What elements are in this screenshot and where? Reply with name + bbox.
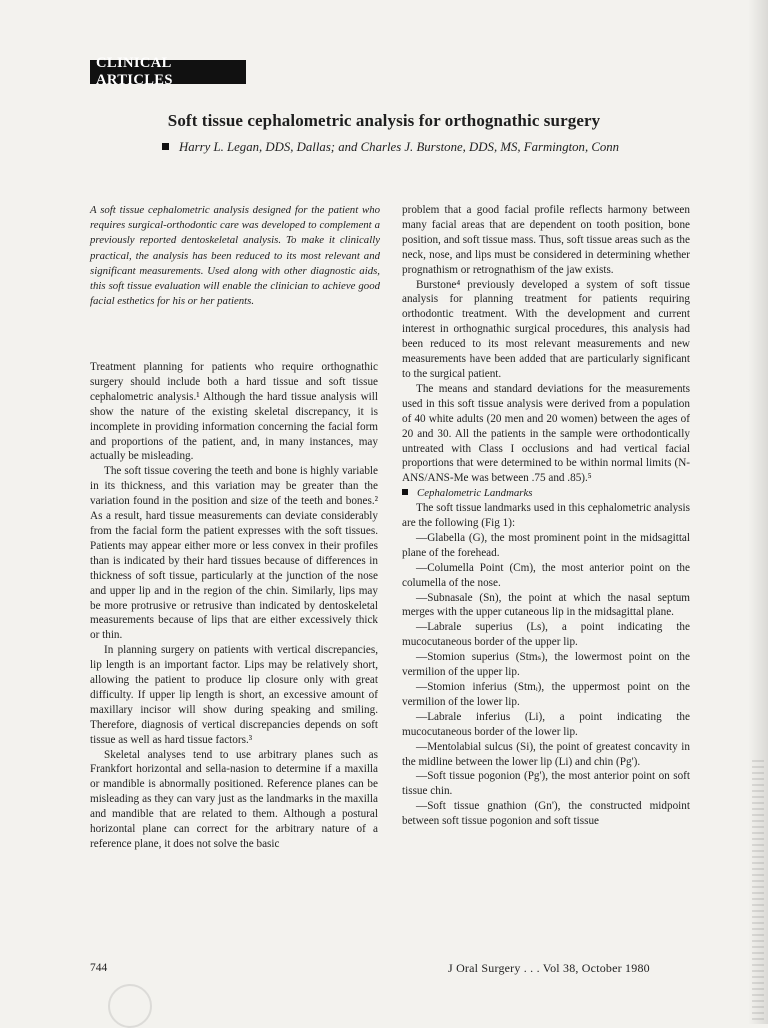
landmark-item: —Stomion inferius (Stmᵢ), the uppermost point on the vermilion of the lower lip. <box>402 681 690 708</box>
abstract: A soft tissue cephalometric analysis designed for the patient who requires surgical-orthodontic care was developed to complement a previously reported dentoskeletal analysis. To make it clinically practical, the analysis has been reduced to its most relevant and significant measurements. Used along with other diagnostic aids, this soft tissue evaluation will enable the clinician to achieve good facial esthetics for his or her patients. <box>90 204 380 308</box>
landmark-item: —Mentolabial sulcus (Si), the point of greatest concavity in the midline between the lower lip (Li) and chin (Pg'). <box>402 740 690 768</box>
body-paragraph: Skeletal analyses tend to use arbitrary planes such as Frankfort horizontal and sella-nasion to determine if a maxilla or mandible is abnormally positioned. Reference planes can be misleading as they can vary just as the landmarks in the maxilla and mandible that are related to them. Although a postural horizontal plane can correct for the arbitrary nature of a reference plane, it does not solve the basic <box>90 748 378 850</box>
square-bullet-icon <box>402 489 408 495</box>
landmark-item: —Glabella (G), the most prominent point in the midsagittal plane of the forehead. <box>402 531 690 559</box>
body-paragraph: problem that a good facial profile reflects harmony between many facial areas that are dependent on tooth position, bone position, and soft tissue mass. Thus, soft tissue areas such as the neck, nose, and lips must be considered in determining whether prognathism or retrognathism of the jaw exists. <box>402 204 690 276</box>
watermark-stamp <box>108 984 152 1028</box>
page-number: 744 <box>90 962 108 974</box>
landmark-item: —Labrale superius (Ls), a point indicating the mucocutaneous border of the upper lip. <box>402 621 690 649</box>
section-subheading <box>402 486 690 501</box>
body-paragraph: The means and standard deviations for the measurements used in this soft tissue analysis were derived from a population of 40 white adults (20 men and 20 women) between the ages of 20 and 30. All the patients in the sample were orthodontically untreated with Class I occlusions and had vertical facial proportions that were determined to be within normal limits (N-ANS/ANS-Me was between .75 and .85).⁵ <box>402 382 690 485</box>
authors-text: Harry L. Legan, DDS, Dallas; and Charles J. Burstone, DDS, MS, Farmington, Conn <box>179 140 620 154</box>
square-bullet-icon <box>162 143 169 150</box>
body-paragraph: Burstone⁴ previously developed a system of soft tissue analysis for planning treatment for patients requiring orthodontic treatment. With the development and current interest in orthognathic surgical procedures, this analysis had been reduced to its most relevant measurements and new measurements have been added that are particularly significant to the surgical patient. <box>402 278 690 380</box>
article-title: Soft tissue cephalometric analysis for orthognathic surgery <box>167 111 601 130</box>
author-line <box>162 140 702 155</box>
subheading-text: Cephalometric Landmarks <box>417 487 533 500</box>
body-paragraph: In planning surgery on patients with vertical discrepancies, lip length is an important factor. Lips may be relatively short, allowing the patient to produce lip closure only with great difficulty. If upper lip length is short, an excessive amount of maxillary incisor will show during speaking and smiling. Therefore, diagnosis of vertical discrepancies depends on soft tissue as well as hard tissue factors.³ <box>90 644 378 746</box>
left-column <box>90 360 378 852</box>
landmark-item: —Stomion superius (Stmₛ), the lowermost point on the vermilion of the upper lip. <box>402 651 690 679</box>
landmark-item: —Labrale inferius (Li), a point indicating the mucocutaneous border of the lower lip. <box>402 710 690 738</box>
landmark-item: —Soft tissue pogonion (Pg'), the most anterior point on soft tissue chin. <box>402 770 690 798</box>
body-paragraph: Treatment planning for patients who require orthognathic surgery should include both a hard tissue and soft tissue cephalometric analysis.¹ Although the hard tissue analysis will show the nature of the existing skeletal discrepancy, it is incomplete in providing information concerning the facial form and proportions of the patient, and, in many instances, may actually be misleading. <box>90 361 378 463</box>
landmarks-intro: The soft tissue landmarks used in this cephalometric analysis are the following (Fig 1): <box>402 502 690 530</box>
body-paragraph: The soft tissue covering the teeth and bone is highly variable in its thickness, and this variation may be greater than the variation found in the position and size of the teeth and bones.² As a result, hard tissue measurements can deviate considerably from the facial form the patient expresses with the soft tissues. Patients may appear either more or less convex in their profiles than is indicated by their hard tissues because of differences in thickness of soft tissue, particularly at the junction of the nose and upper lip and in the region of the chin. Similarly, lips may be more protrusive or retrusive than indicated by dentoskeletal measurements because of lips that are either excessively thick or thin. <box>90 465 378 642</box>
landmark-item: —Subnasale (Sn), the point at which the nasal septum merges with the upper cutaneous lip in the midsagittal plane. <box>402 591 690 619</box>
right-column <box>402 203 690 829</box>
section-label: CLINICAL ARTICLES <box>90 60 246 84</box>
landmark-item: —Columella Point (Cm), the most anterior point on the columella of the nose. <box>402 561 690 589</box>
landmark-item: —Soft tissue gnathion (Gn'), the constructed midpoint between soft tissue pogonion and soft tissue <box>402 800 690 828</box>
journal-footer: J Oral Surgery . . . Vol 38, October 1980 <box>448 961 650 975</box>
scan-edge-texture <box>752 760 764 1020</box>
